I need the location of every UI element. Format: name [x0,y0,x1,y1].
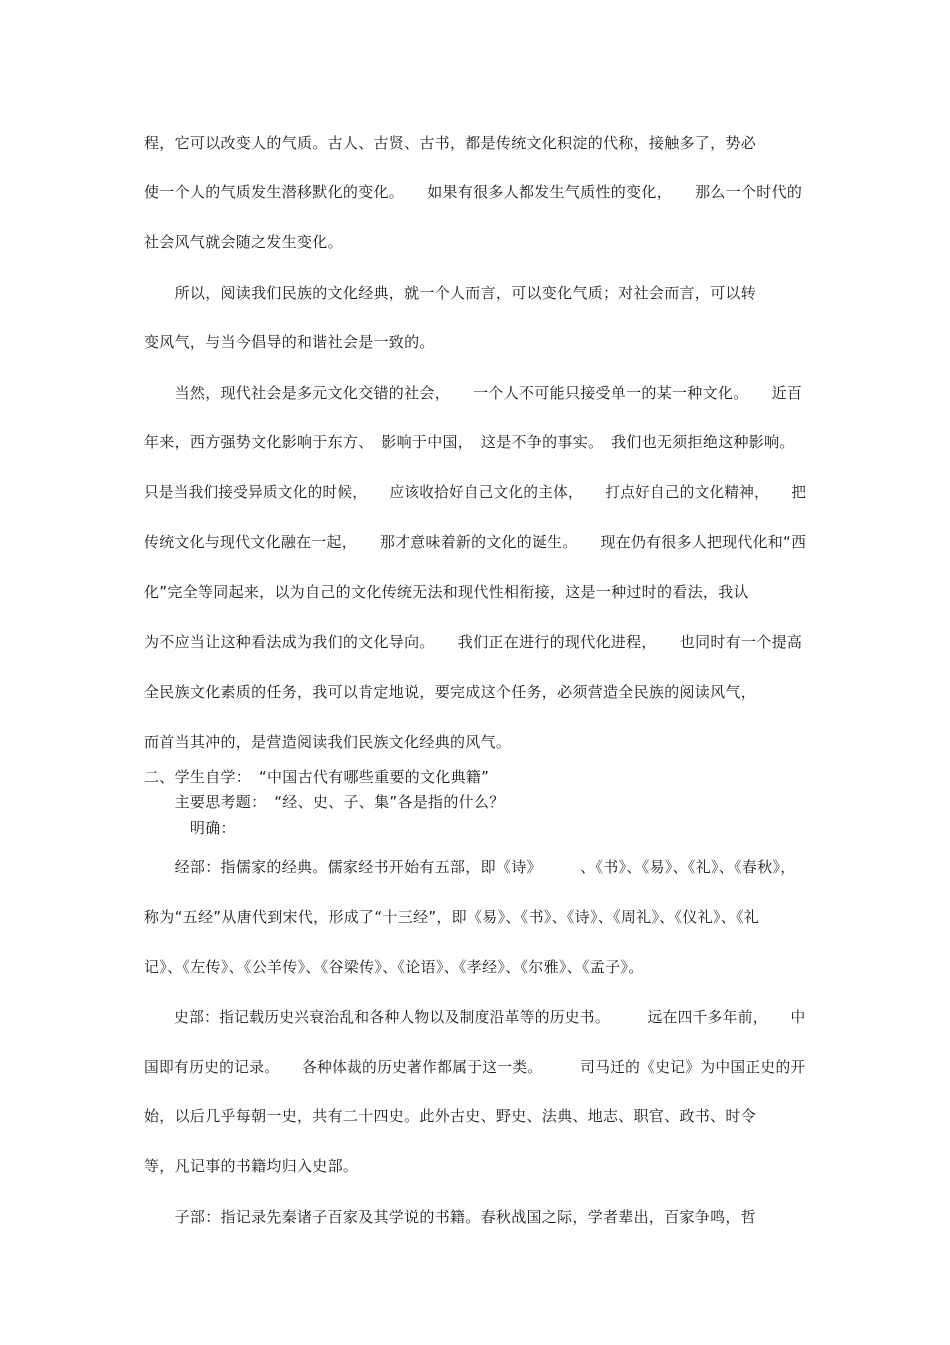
text-line: 始，以后几乎每朝一史，共有二十四史。此外古史、野史、法典、地志、职官、政书、时令 [144,1107,757,1125]
text-line: 为不应当让这种看法成为我们的文化导向。 我们正在进行的现代化进程， 也同时有一个提高 [144,633,803,651]
text-line: 子部：指记录先秦诸子百家及其学说的书籍。春秋战国之际，学者辈出，百家争鸣，哲 [144,1208,757,1226]
question-line: 主要思考题： “经、史、子、集”各是指的什么？ [144,793,505,811]
text-line: 全民族文化素质的任务，我可以肯定地说，要完成这个任务，必须营造全民族的阅读风气， [144,683,757,701]
answer-label: 明确： [144,819,236,837]
text-line: 记》、《左传》、《公羊传》、《谷梁传》、《论语》、《孝经》、《尔雅》、《孟子》。 [144,958,644,976]
text-line: 年来，西方强势文化影响于东方、 影响于中国， 这是不争的事实。 我们也无须拒绝这种影响。 [144,433,795,451]
text-line: 使一个人的气质发生潜移默化的变化。 如果有很多人都发生气质性的变化， 那么一个时代的 [144,183,803,201]
text-line: 等，凡记事的书籍均归入史部。 [144,1157,359,1175]
text-line: 国即有历史的记录。 各种体裁的历史著作都属于这一类。 司马迁的《史记》为中国正史的开 [144,1058,806,1076]
text-line: 程，它可以改变人的气质。古人、古贤、古书，都是传统文化积淀的代称，接触多了，势必 [144,134,757,152]
section-heading: 二、学生自学： “中国古代有哪些重要的文化典籍” [144,768,490,786]
text-line: 只是当我们接受异质文化的时候， 应该收拾好自己文化的主体， 打点好自己的文化精神， 把 [144,483,807,501]
text-line: 变风气，与当今倡导的和谐社会是一致的。 [144,333,435,351]
text-line: 而首当其冲的，是营造阅读我们民族文化经典的风气。 [144,733,512,751]
text-line: 称为“五经”从唐代到宋代，形成了“十三经”，即《易》、《书》、《诗》、《周礼》、《仪礼》、《礼 [144,908,760,926]
text-line: 传统文化与现代文化融在一起， 那才意味着新的文化的诞生。 现在仍有很多人把现代化和“西 [144,533,807,551]
text-line: 化”完全等同起来，以为自己的文化传统无法和现代性相衔接，这是一种过时的看法，我认 [144,583,749,601]
text-line: 社会风气就会随之发生变化。 [144,233,343,251]
text-line: 经部：指儒家的经典。儒家经书开始有五部，即《诗》 、《书》、《易》、《礼》、《春秋》， [144,858,796,876]
text-line: 当然，现代社会是多元文化交错的社会， 一个人不可能只接受单一的某一种文化。 近百 [144,384,803,402]
text-line: 所以，阅读我们民族的文化经典，就一个人而言，可以变化气质；对社会而言，可以转 [144,284,757,302]
text-line: 史部：指记载历史兴衰治乱和各种人物以及制度沿革等的历史书。 远在四千多年前， 中 [144,1008,806,1026]
